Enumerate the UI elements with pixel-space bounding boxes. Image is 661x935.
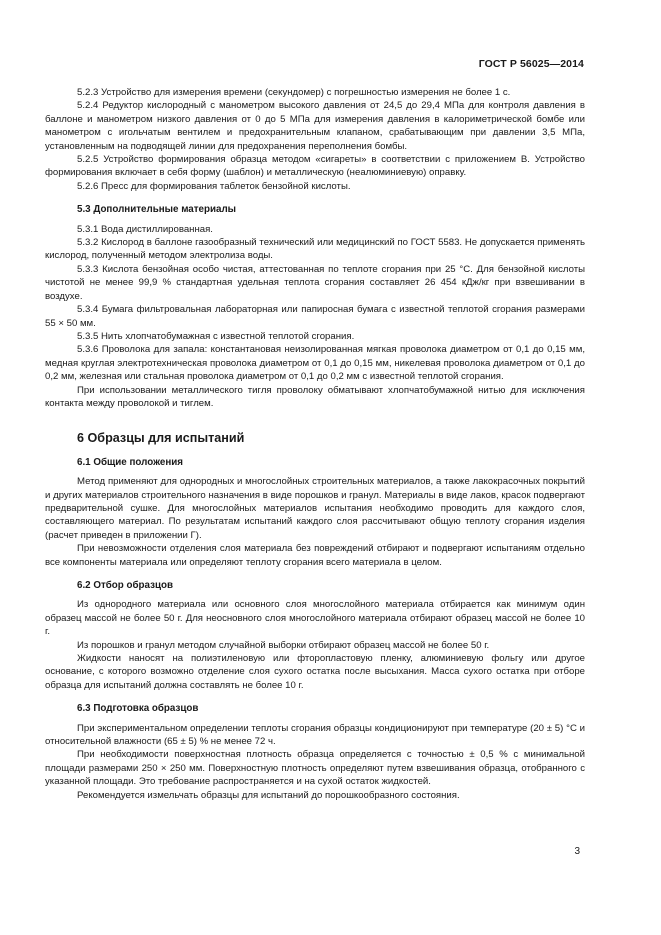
paragraph: Метод применяют для однородных и многослойных строительных материалов, а также лакокрасочных покрытий и других материалов строительного назначения в виде порошков и гранул. Материалы в виде лаков, красок подвергают предварительной сушке. Для многослойных материалов испытания необходимо проводить для каждого слоя, составляющего материал. По результатам испытаний каждого слоя рассчитывают общую теплоту сгорания изделия (расчет приведен в приложении Г). [45, 476, 585, 541]
page-number: 3 [574, 846, 580, 857]
subsection-heading: 5.3 Дополнительные материалы [77, 204, 237, 216]
paragraph: Из однородного материала или основного слоя многослойного материала отбирается как минимум один образец массой не более 50 г. Для неосновного слоя многослойного материала отбирают образец массой не более 10 г. [45, 599, 585, 638]
paragraph: 5.3.2 Кислород в баллоне газообразный технический или медицинский по ГОСТ 5583. Не допускается применять кислород, полученный методом электролиза воды. [45, 237, 585, 262]
paragraph: При экспериментальном определении теплоты сгорания образцы кондиционируют при температуре (20 ± 5) °С и относительной влажности (65 ± 5) % не менее 72 ч. [45, 722, 585, 748]
paragraph: 5.3.4 Бумага фильтровальная лабораторная или папиросная бумага с известной теплотой сгорания размерами 55 × 50 мм. [45, 304, 585, 329]
document-body [45, 86, 585, 802]
section-heading: 6 Образцы для испытаний [77, 431, 245, 446]
subsection-heading: 6.2 Отбор образцов [77, 580, 173, 591]
paragraph: 5.2.3 Устройство для измерения времени (секундомер) с погрешностью измерения не более 1 с. [77, 87, 511, 98]
paragraph: Жидкости наносят на полиэтиленовую или фторопластовую пленку, алюминиевую фольгу или другое основание, с которого возможно отделение слоя сухого остатка после высыхания. Масса сухого остатка при отборе образца для испытаний должна составлять не более 10 г. [45, 653, 585, 691]
paragraph: 5.3.1 Вода дистиллированная. [77, 223, 213, 235]
paragraph: 5.2.5 Устройство формирования образца методом «сигареты» в соответствии с приложением В. Устройство формирования включает в себя форму (шаблон) и металлическую (неалюминиевую) оправку. [45, 154, 585, 179]
paragraph: 5.3.3 Кислота бензойная особо чистая, аттестованная по теплоте сгорания при 25 °С. Для бензойной кислоты чистотой не менее 99,9 % стандартная удельная теплота сгорания составляет 26 454 кДж/кг при взвешивании в воздухе. [45, 263, 585, 302]
paragraph: 5.2.6 Пресс для формирования таблеток бензойной кислоты. [77, 180, 351, 192]
paragraph: При невозможности отделения слоя материала без повреждений отбирают и подвергают испытаниям отдельно все компоненты материала или определяют теплоту сгорания всего материала в целом. [45, 543, 585, 568]
document-code: ГОСТ Р 56025—2014 [478, 58, 584, 70]
paragraph: Рекомендуется измельчать образцы для испытаний до порошкообразного состояния. [77, 789, 460, 801]
paragraph: 5.3.6 Проволока для запала: константановая неизолированная мягкая проволока диаметром от 0,1 до 0,15 мм, медная круглая электротехническая проволока диаметром от 0,1 до 0,15 мм, никелевая проволока диаметром от 0,1 до 0,2 мм, железная или стальная проволока диаметром от 0,1 до 0,2 мм с известной теплотой сгорания. [45, 344, 585, 383]
paragraph: При необходимости поверхностная плотность образца определяется с точностью ± 0,5 % с минимальной площади размерами 250 × 250 мм. Поверхностную плотность определяют путем взвешивания образца, отобранного с указанной площади. Это требование распространяется и на сухой остаток жидкостей. [45, 749, 585, 788]
paragraph: 5.3.5 Нить хлопчатобумажная с известной теплотой сгорания. [77, 330, 355, 342]
subsection-heading: 6.1 Общие положения [77, 456, 184, 468]
subsection-heading: 6.3 Подготовка образцов [77, 703, 199, 715]
paragraph: 5.2.4 Редуктор кислородный с манометром высокого давления от 24,5 до 29,4 МПа для контроля давления в баллоне и манометром низкого давления от 0 до 5 МПа для измерения давления в калориметрической бомбе или манометром с игольчатым вентилем и предохранительным клапаном, срабатывающим при давлении 3,5 МПа, установленным на подводящей линии для предохранения переполнения бомбы. [45, 100, 585, 152]
paragraph: При использовании металлического тигля проволоку обматывают хлопчатобумажной нитью для исключения контакта между проволокой и тиглем. [45, 384, 585, 409]
paragraph: Из порошков и гранул методом случайной выборки отбирают образец массой не более 50 г. [77, 639, 490, 651]
